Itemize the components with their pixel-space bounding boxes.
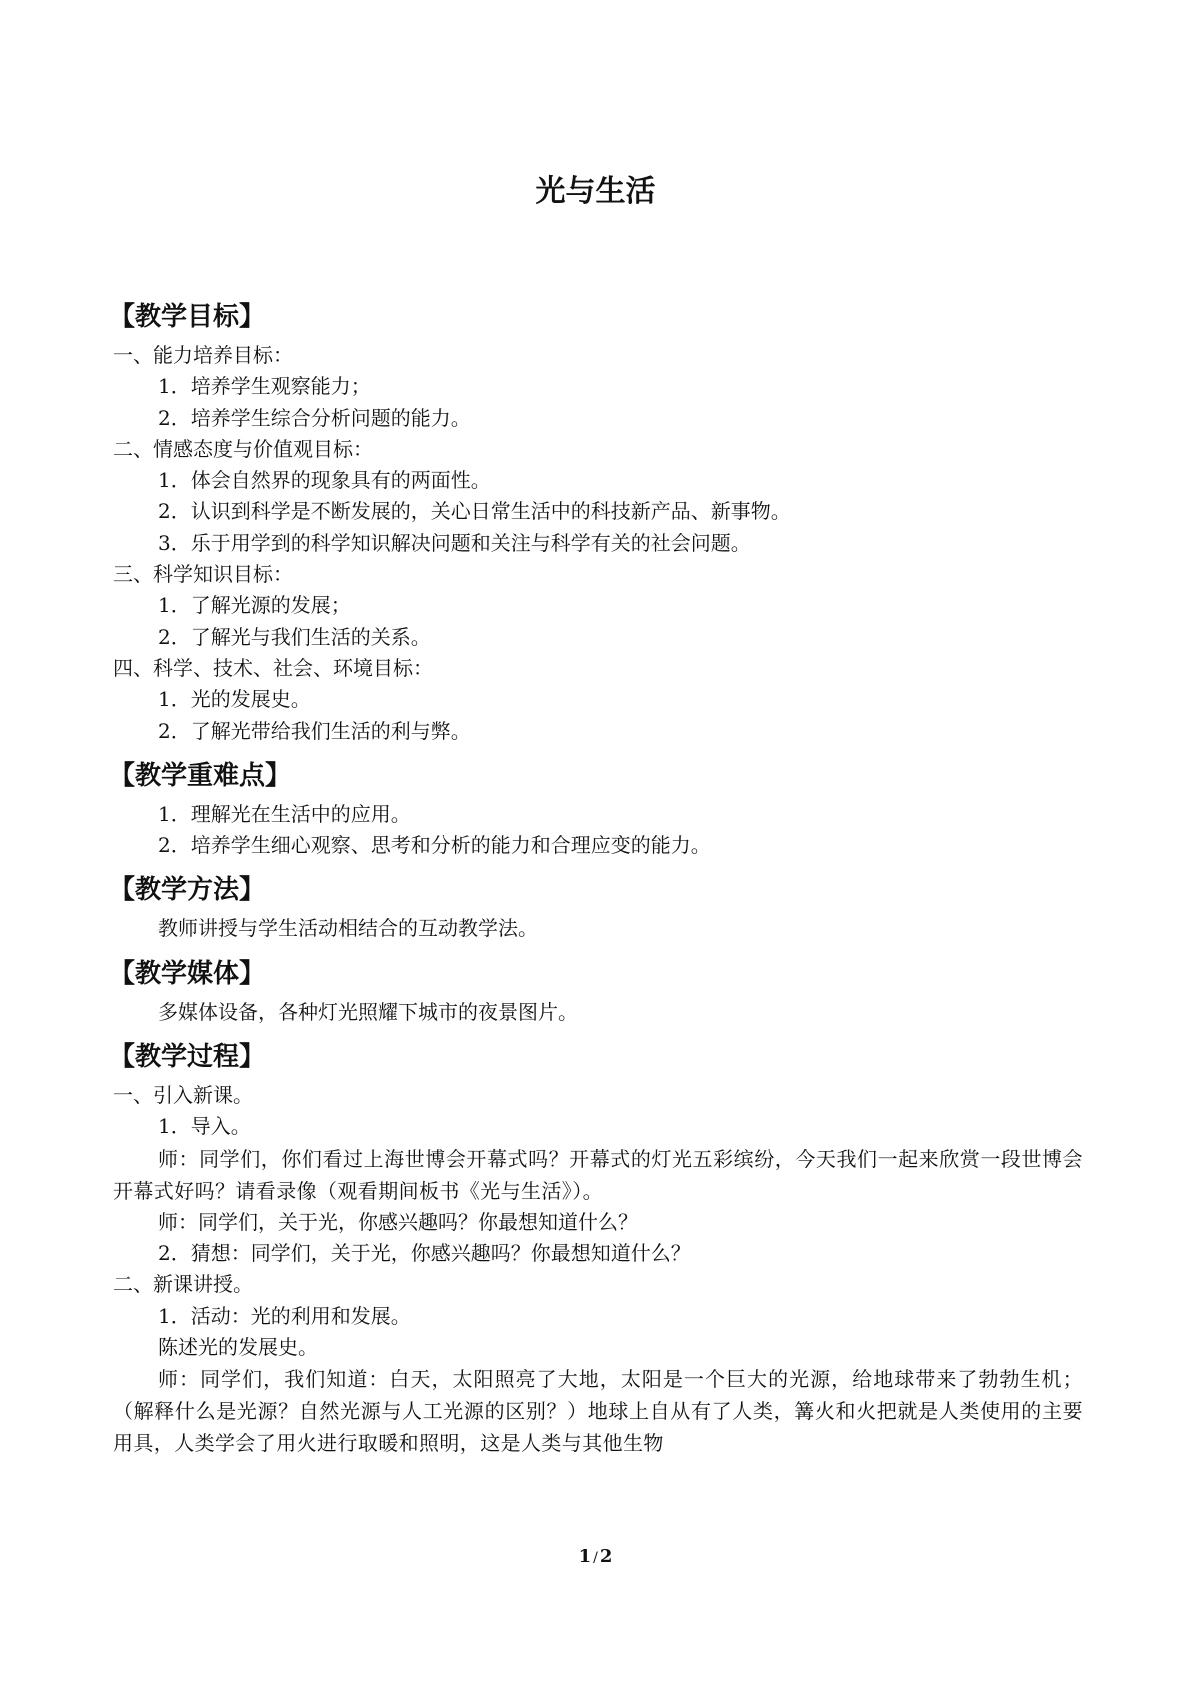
process-line: 师：同学们，关于光，你感兴趣吗？你最想知道什么？ bbox=[158, 1209, 638, 1234]
section-heading-method: 【教学方法】 bbox=[109, 875, 266, 906]
goals-line: 1．培养学生观察能力； bbox=[158, 374, 371, 399]
process-line: 1．活动：光的利用和发展。 bbox=[158, 1303, 411, 1328]
page-separator: / bbox=[593, 1550, 598, 1566]
goals-line: 1．了解光源的发展； bbox=[158, 593, 351, 618]
goals-line: 2．了解光带给我们生活的利与弊。 bbox=[158, 718, 471, 743]
method-line: 教师讲授与学生活动相结合的互动教学法。 bbox=[158, 916, 538, 941]
key-points-line: 2．培养学生细心观察、思考和分析的能力和合理应变的能力。 bbox=[158, 833, 711, 858]
process-line: 2．猜想：同学们，关于光，你感兴趣吗？你最想知道什么？ bbox=[158, 1240, 691, 1265]
process-line: 陈述光的发展史。 bbox=[158, 1334, 318, 1359]
goals-line: 3．乐于用学到的科学知识解决问题和关注与科学有关的社会问题。 bbox=[158, 530, 751, 555]
goals-line: 三、科学知识目标： bbox=[113, 562, 293, 587]
goals-line: 1．光的发展史。 bbox=[158, 687, 311, 712]
media-line: 多媒体设备，各种灯光照耀下城市的夜景图片。 bbox=[158, 999, 578, 1024]
goals-line: 二、情感态度与价值观目标： bbox=[113, 436, 373, 461]
goals-line: 2．培养学生综合分析问题的能力。 bbox=[158, 405, 471, 430]
section-heading-media: 【教学媒体】 bbox=[109, 958, 266, 989]
process-line: 一、引入新课。 bbox=[113, 1083, 253, 1108]
process-line: 1．导入。 bbox=[158, 1114, 251, 1139]
goals-line: 一、能力培养目标： bbox=[113, 343, 293, 367]
goals-line: 2．认识到科学是不断发展的，关心日常生活中的科技新产品、新事物。 bbox=[158, 499, 791, 524]
section-heading-key-points: 【教学重难点】 bbox=[109, 760, 292, 791]
goals-line: 2．了解光与我们生活的关系。 bbox=[158, 624, 431, 649]
goals-line: 1．体会自然界的现象具有的两面性。 bbox=[158, 468, 491, 493]
process-paragraph: 师：同学们，我们知道：白天，太阳照亮了大地，太阳是一个巨大的光源，给地球带来了勃勃生机；（解释什么是光源？自然光源与人工光源的区别？）地球上自从有了人类，篝火和火把就是人类使用的主要用具，人类学会了用火进行取暖和照明，这是人类与其他生物 bbox=[113, 1367, 1083, 1456]
current-page-number: 1 bbox=[578, 1546, 592, 1567]
section-heading-process: 【教学过程】 bbox=[109, 1042, 266, 1073]
key-points-line: 1．理解光在生活中的应用。 bbox=[158, 801, 411, 826]
document-body bbox=[109, 300, 1083, 1459]
process-line: 二、新课讲授。 bbox=[113, 1272, 253, 1297]
document-title: 光与生活 bbox=[535, 174, 656, 209]
page-number bbox=[0, 1546, 1191, 1569]
process-paragraph: 师：同学们，你们看过上海世博会开幕式吗？开幕式的灯光五彩缤纷，今天我们一起来欣赏一段世博会开幕式好吗？请看录像（观看期间板书《光与生活》）。 bbox=[113, 1146, 1083, 1203]
section-heading-goals: 【教学目标】 bbox=[109, 302, 266, 332]
total-pages-number: 2 bbox=[599, 1546, 613, 1567]
goals-line: 四、科学、技术、社会、环境目标： bbox=[113, 655, 433, 680]
